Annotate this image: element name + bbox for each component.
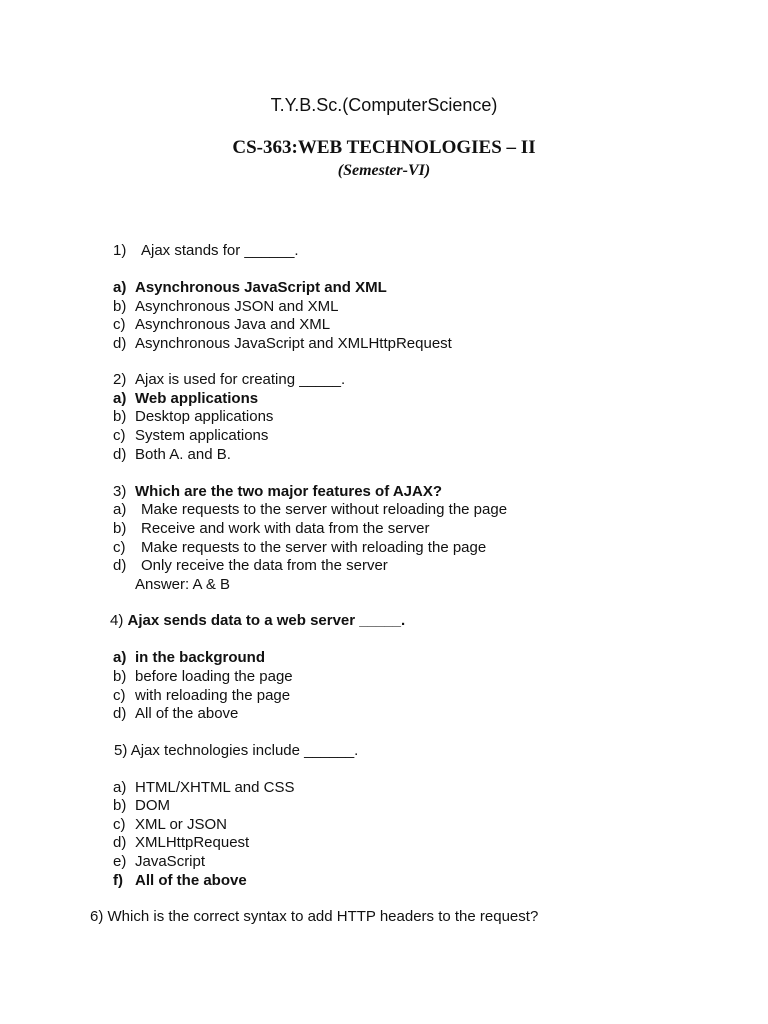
q2-option-c: c) System applications [113,427,269,444]
q1-option-a: a) Asynchronous JavaScript and XML [113,279,387,296]
q3-option-b: b) Receive and work with data from the server [113,520,430,537]
semester-label: (Semester-VI) [337,162,431,179]
question-5: 5) Ajax technologies include ______. [114,742,359,759]
q2-option-d: d) Both A. and B. [113,446,231,463]
q2-option-a: a) Web applications [113,390,259,407]
question-3: 3) Which are the two major features of AJAX? [113,483,442,500]
question-6: 6) Which is the correct syntax to add HTTP headers to the request? [90,908,539,925]
q1-option-d: d) Asynchronous JavaScript and XMLHttpRequest [113,335,452,352]
q3-option-a: a) Make requests to the server without reloading the page [113,501,508,518]
question-2: 2) Ajax is used for creating _____. [113,371,346,388]
course-title: CS-363:WEB TECHNOLOGIES – II [232,137,536,158]
q5-option-c: c) XML or JSON [113,816,227,833]
q5-option-b: b) DOM [113,797,170,814]
q5-option-d: d) XMLHttpRequest [113,834,250,851]
question-4: 4) Ajax sends data to a web server _____. [110,612,406,629]
q3-option-d: d) Only receive the data from the server [113,557,388,574]
q1-option-c: c) Asynchronous Java and XML [113,316,331,333]
program-title: T.Y.B.Sc.(ComputerScience) [270,95,498,115]
q5-option-a: a) HTML/XHTML and CSS [113,779,295,796]
q4-option-b: b) before loading the page [113,668,293,685]
q5-option-e: e) JavaScript [113,853,206,870]
q3-answer: Answer: A & B [135,576,231,593]
q1-option-b: b) Asynchronous JSON and XML [113,298,339,315]
q2-option-b: b) Desktop applications [113,408,274,425]
q3-option-c: c) Make requests to the server with reloading the page [113,539,487,556]
q4-option-d: d) All of the above [113,705,239,722]
q5-option-f: f) All of the above [113,872,247,889]
question-1: 1) Ajax stands for ______. [113,242,299,259]
q4-option-c: c) with reloading the page [113,687,291,704]
q4-option-a: a) in the background [113,649,266,666]
